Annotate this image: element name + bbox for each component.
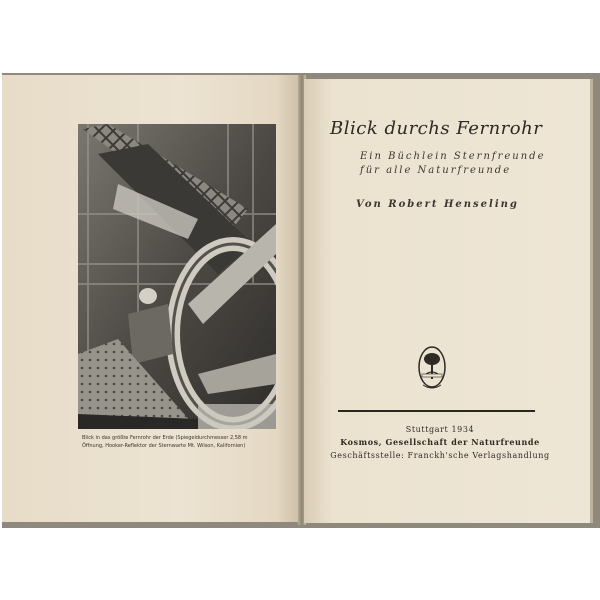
- telescope-photo: [78, 124, 276, 429]
- imprint-office: Geschäftsstelle: Franckh'sche Verlagshandlung: [330, 451, 550, 460]
- book-title: Blick durchs Fernrohr: [330, 118, 543, 139]
- imprint-publisher: Kosmos, Gesellschaft der Naturfreunde: [340, 437, 540, 447]
- divider-rule: [338, 410, 535, 412]
- book-author: Von Robert Henseling: [356, 199, 519, 210]
- caption-line: Blick in das größte Fernrohr der Erde (Spiegeldurchmesser 2,58 m: [82, 435, 248, 441]
- book-subtitle: [360, 150, 580, 178]
- subtitle-line: für alle Naturfreunde: [360, 165, 512, 176]
- photo-caption: [82, 434, 278, 450]
- kosmos-tree-emblem-icon: [417, 345, 447, 393]
- imprint-place-year: Stuttgart 1934: [405, 425, 475, 434]
- subtitle-line: Ein Büchlein Sternfreunde: [360, 151, 546, 162]
- caption-line: Öffnung, Hooker-Reflektor der Sternwarte Mt. Wilson, Kalifornien): [82, 443, 246, 449]
- imprint: [330, 423, 550, 462]
